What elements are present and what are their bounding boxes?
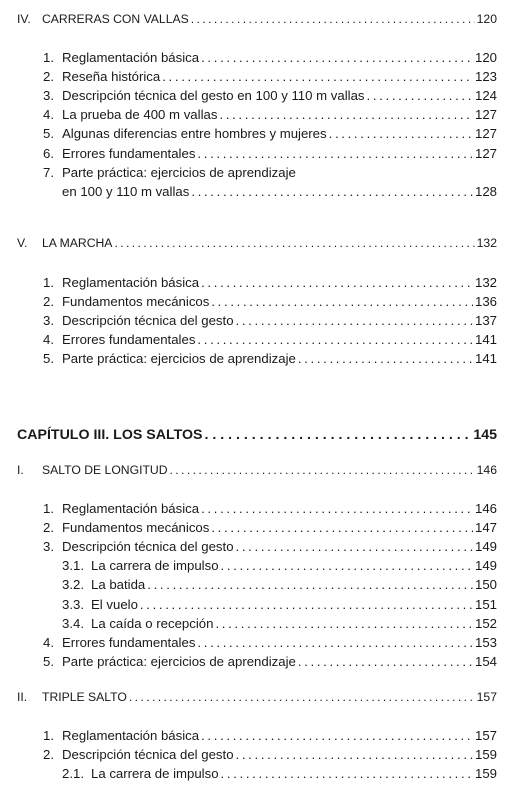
entry-title: Reglamentación básica [62,275,200,290]
dot-leader [191,183,473,200]
toc-subentry[interactable] [62,576,497,593]
entry-title: Errores fundamentales [62,332,196,347]
toc-section-la-marcha[interactable] [17,235,497,252]
entry-number: 3.2. [62,577,84,592]
entry-number: 3.1. [62,558,84,573]
entry-title: Reglamentación básica [62,728,200,743]
entry-title: La batida [91,577,146,592]
entry-page: 132 [474,275,497,290]
entry-title: en 100 y 110 m vallas [62,184,190,199]
entry-number: 4. [43,635,54,650]
toc-subentry[interactable] [62,557,497,574]
entry-title: Parte práctica: ejercicios de aprendizaje [62,165,296,180]
entry-page: 141 [474,332,497,347]
entry-page: 149 [474,558,497,573]
entry-number: 3.3. [62,597,84,612]
dot-leader [236,746,473,763]
entry-page: 154 [474,654,497,669]
entry-number: 3. [43,313,54,328]
entry-number: 2. [43,520,54,535]
toc-entry[interactable] [43,331,497,348]
toc-entry[interactable] [43,500,497,517]
dot-leader [140,596,473,613]
entry-number: 3.4. [62,616,84,631]
entry-page: 153 [474,635,497,650]
entry-number: 2. [43,294,54,309]
entry-page: 123 [474,69,497,84]
entry-number: 4. [43,332,54,347]
entry-title: La prueba de 400 m vallas [62,107,218,122]
entry-title: Errores fundamentales [62,146,196,161]
section-number: I. [17,463,24,477]
toc-entry[interactable] [43,746,497,763]
entry-title: Reglamentación básica [62,501,200,516]
section-title: LA MARCHA [42,236,113,250]
dot-leader [170,462,475,479]
entry-title: La carrera de impulso [91,766,219,781]
section-page: 120 [476,12,497,26]
entry-title: Errores fundamentales [62,635,196,650]
entry-page: 127 [474,146,497,161]
dot-leader [197,145,473,162]
section-title: SALTO DE LONGITUD [42,463,168,477]
dot-leader [197,634,473,651]
toc-entry[interactable] [43,68,497,85]
toc-entry[interactable] [43,164,497,181]
dot-leader [298,653,473,670]
dot-leader [197,331,473,348]
toc-entry[interactable] [43,125,497,142]
entry-number: 5. [43,126,54,141]
toc-entry[interactable] [43,653,497,670]
entry-title: La carrera de impulso [91,558,219,573]
entry-number: 1. [43,728,54,743]
entry-title: Algunas diferencias entre hombres y mujeres [62,126,327,141]
toc-entry[interactable] [43,312,497,329]
dot-leader [129,689,475,706]
toc-entry[interactable] [43,145,497,162]
entry-number: 1. [43,275,54,290]
entry-number: 2. [43,747,54,762]
dot-leader [329,125,473,142]
entry-number: 1. [43,50,54,65]
section-page: 157 [476,690,497,704]
entry-title: Reseña histórica [62,69,161,84]
entry-title: El vuelo [91,597,138,612]
entry-title: Descripción técnica del gesto [62,747,234,762]
entry-title: Reglamentación básica [62,50,200,65]
toc-subentry[interactable] [62,615,497,632]
toc-section-triple-salto[interactable] [17,689,497,706]
dot-leader [367,87,473,104]
section-number: IV. [17,12,31,26]
entry-number: 3. [43,539,54,554]
dot-leader [201,727,473,744]
entry-title: Parte práctica: ejercicios de aprendizaje [62,654,296,669]
dot-leader [201,49,473,66]
entry-number: 7. [43,165,54,180]
entry-number: 3. [43,88,54,103]
entry-page: 146 [474,501,497,516]
entry-number: 5. [43,351,54,366]
section-page: 146 [476,463,497,477]
entry-title: Fundamentos mecánicos [62,520,210,535]
chapter-page: 145 [473,427,497,443]
dot-leader [205,426,472,445]
entry-title: Fundamentos mecánicos [62,294,210,309]
entry-title: La caída o recepción [91,616,214,631]
section-number: V. [17,236,28,250]
toc-entry[interactable] [43,634,497,651]
chapter-title: CAPÍTULO III. LOS SALTOS [17,427,203,443]
entry-title: Descripción técnica del gesto [62,539,234,554]
toc-subentry[interactable] [62,596,497,613]
toc-entry[interactable] [43,727,497,744]
entry-page: 157 [474,728,497,743]
toc-section-carreras-con-vallas[interactable] [17,11,497,28]
toc-entry[interactable] [43,87,497,104]
section-title: TRIPLE SALTO [42,690,127,704]
toc-entry[interactable] [43,350,497,367]
dot-leader [219,106,473,123]
section-page: 132 [476,236,497,250]
entry-page: 136 [474,294,497,309]
dot-leader [221,765,473,782]
dot-leader [201,500,473,517]
toc-entry-continuation[interactable] [62,183,497,200]
dot-leader [215,615,473,632]
entry-page: 124 [474,88,497,103]
section-title: CARRERAS CON VALLAS [42,12,189,26]
dot-leader [221,557,473,574]
entry-page: 141 [474,351,497,366]
entry-page: 120 [474,50,497,65]
dot-leader [236,312,473,329]
dot-leader [191,11,475,28]
entry-title: Descripción técnica del gesto [62,313,234,328]
toc-entry[interactable] [43,274,497,291]
dot-leader [211,519,473,536]
entry-number: 6. [43,146,54,161]
toc-subentry[interactable] [62,765,497,782]
entry-page: 151 [474,597,497,612]
entry-number: 1. [43,501,54,516]
entry-page: 159 [474,747,497,762]
toc-section-salto-de-longitud[interactable] [17,462,497,479]
toc-entry[interactable] [43,538,497,555]
dot-leader [147,576,473,593]
entry-page: 152 [474,616,497,631]
entry-page: 127 [474,107,497,122]
entry-page: 149 [474,539,497,554]
toc-chapter-los-saltos[interactable] [17,426,497,445]
entry-page: 147 [474,520,497,535]
entry-page: 150 [474,577,497,592]
toc-entry[interactable] [43,49,497,66]
dot-leader [114,235,474,252]
dot-leader [162,68,473,85]
entry-number: 4. [43,107,54,122]
entry-number: 5. [43,654,54,669]
dot-leader [211,293,473,310]
entry-number: 2. [43,69,54,84]
entry-page: 159 [474,766,497,781]
entry-title: Descripción técnica del gesto en 100 y 110 m vallas [62,88,365,103]
section-number: II. [17,690,28,704]
toc-entry[interactable] [43,519,497,536]
entry-title: Parte práctica: ejercicios de aprendizaje [62,351,296,366]
entry-page: 127 [474,126,497,141]
dot-leader [298,350,473,367]
entry-page: 137 [474,313,497,328]
dot-leader [236,538,473,555]
dot-leader [201,274,473,291]
toc-entry[interactable] [43,293,497,310]
toc-entry[interactable] [43,106,497,123]
entry-page: 128 [474,184,497,199]
entry-number: 2.1. [62,766,84,781]
